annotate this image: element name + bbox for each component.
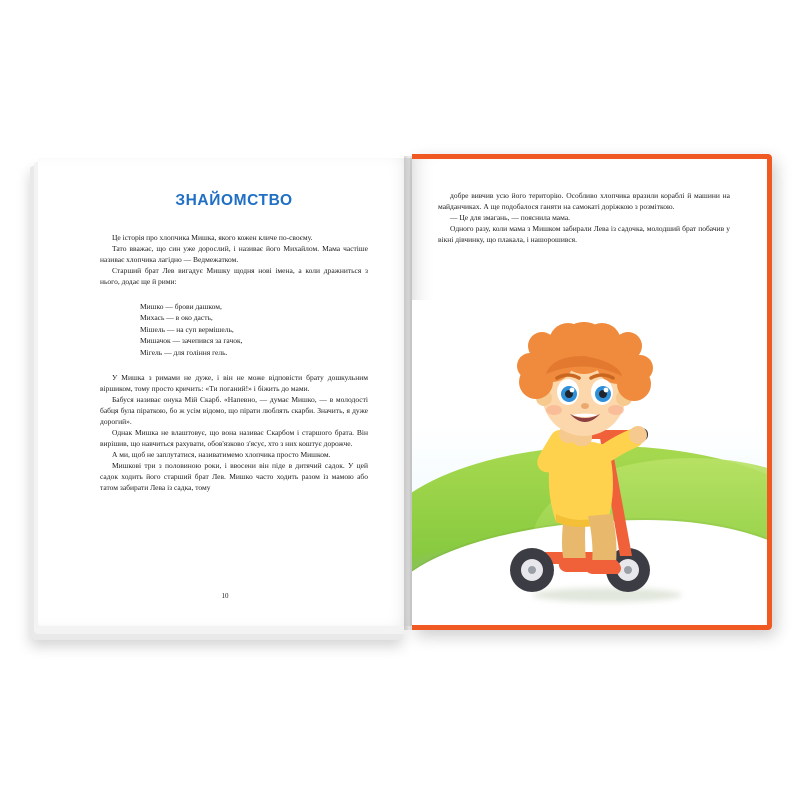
right-page (412, 154, 772, 630)
paragraph: Бабуся називає онука Мій Скарб. «Напевно, — думає Мишко, — в молодості бабця була піраткою, бо ж усім відомо, що пірати люблять скарби. Значить, я дуже дорогий». (100, 395, 368, 427)
paragraph: Мишкові три з половиною роки, і ввосени він піде в дитячий садок. У цей садок ходить його старший брат Лев. Мишко часто ходить разом із мамою або татом забирати Лева із садка, тому (100, 461, 368, 493)
verse-line: Мишко — брови дашком, (140, 302, 222, 311)
chapter-title: ЗНАЙОМСТВО (175, 192, 293, 209)
open-book (28, 148, 776, 648)
paragraph: Це історія про хлопчика Мишка, якого кожен кличе по-своєму. (112, 233, 313, 242)
paragraph: Старший брат Лев вигадує Мишку щодня нові імена, а коли дражниться з нього, додає ще й рими: (100, 266, 368, 286)
verse-line: Мігель — для гоління гель. (140, 347, 228, 357)
boy-character (468, 318, 698, 618)
paragraph: Тато вважає, що син уже дорослий, і називає його Михайлом. Мама частіше називає хлопчика лагідно — Ведмежатком. (100, 244, 368, 264)
paragraph: Однак Мишка не влаштовує, що вона називає Скарбом і старшого брата. Він вирішив, що навчиться рахувати, обов'язково з'ясує, хто з них коштує дорожче. (100, 428, 368, 449)
paragraph: Одного разу, коли мама з Мишком забирали Лева із садочка, молодший брат побачив у вікні дівчинку, що плакала, і нашорошився. (438, 224, 730, 244)
boy-on-scooter-illustration (412, 300, 772, 630)
left-page-content (100, 192, 368, 493)
paragraph: — Це для змагань, — пояснила мама. (450, 213, 571, 222)
verse-line: Мишачок — зачепився за гачок, (140, 336, 243, 346)
verse-line: Мішель — на суп вермішель, (140, 324, 234, 334)
paragraph: добре вивчив усю його територію. Особливо хлопчика вразили кораблі й машини на майданчиках. А ще подобалося ганяти на самокаті доріжкою з розміткою. (438, 191, 730, 211)
right-page-content (438, 190, 730, 245)
page-number: 10 (221, 592, 229, 600)
left-page (38, 158, 412, 626)
verse-line: Михась — в око дасть, (140, 313, 213, 323)
paragraph: У Мишка з римами не дуже, і він не може відповісти брату дошкульним віршиком, тому просто кричить: «Ти поганий!» і біжить до мами. (100, 373, 368, 394)
verse-block (100, 301, 368, 358)
paragraph: А ми, щоб не заплутатися, називатимемо хлопчика просто Мишком. (112, 450, 331, 460)
